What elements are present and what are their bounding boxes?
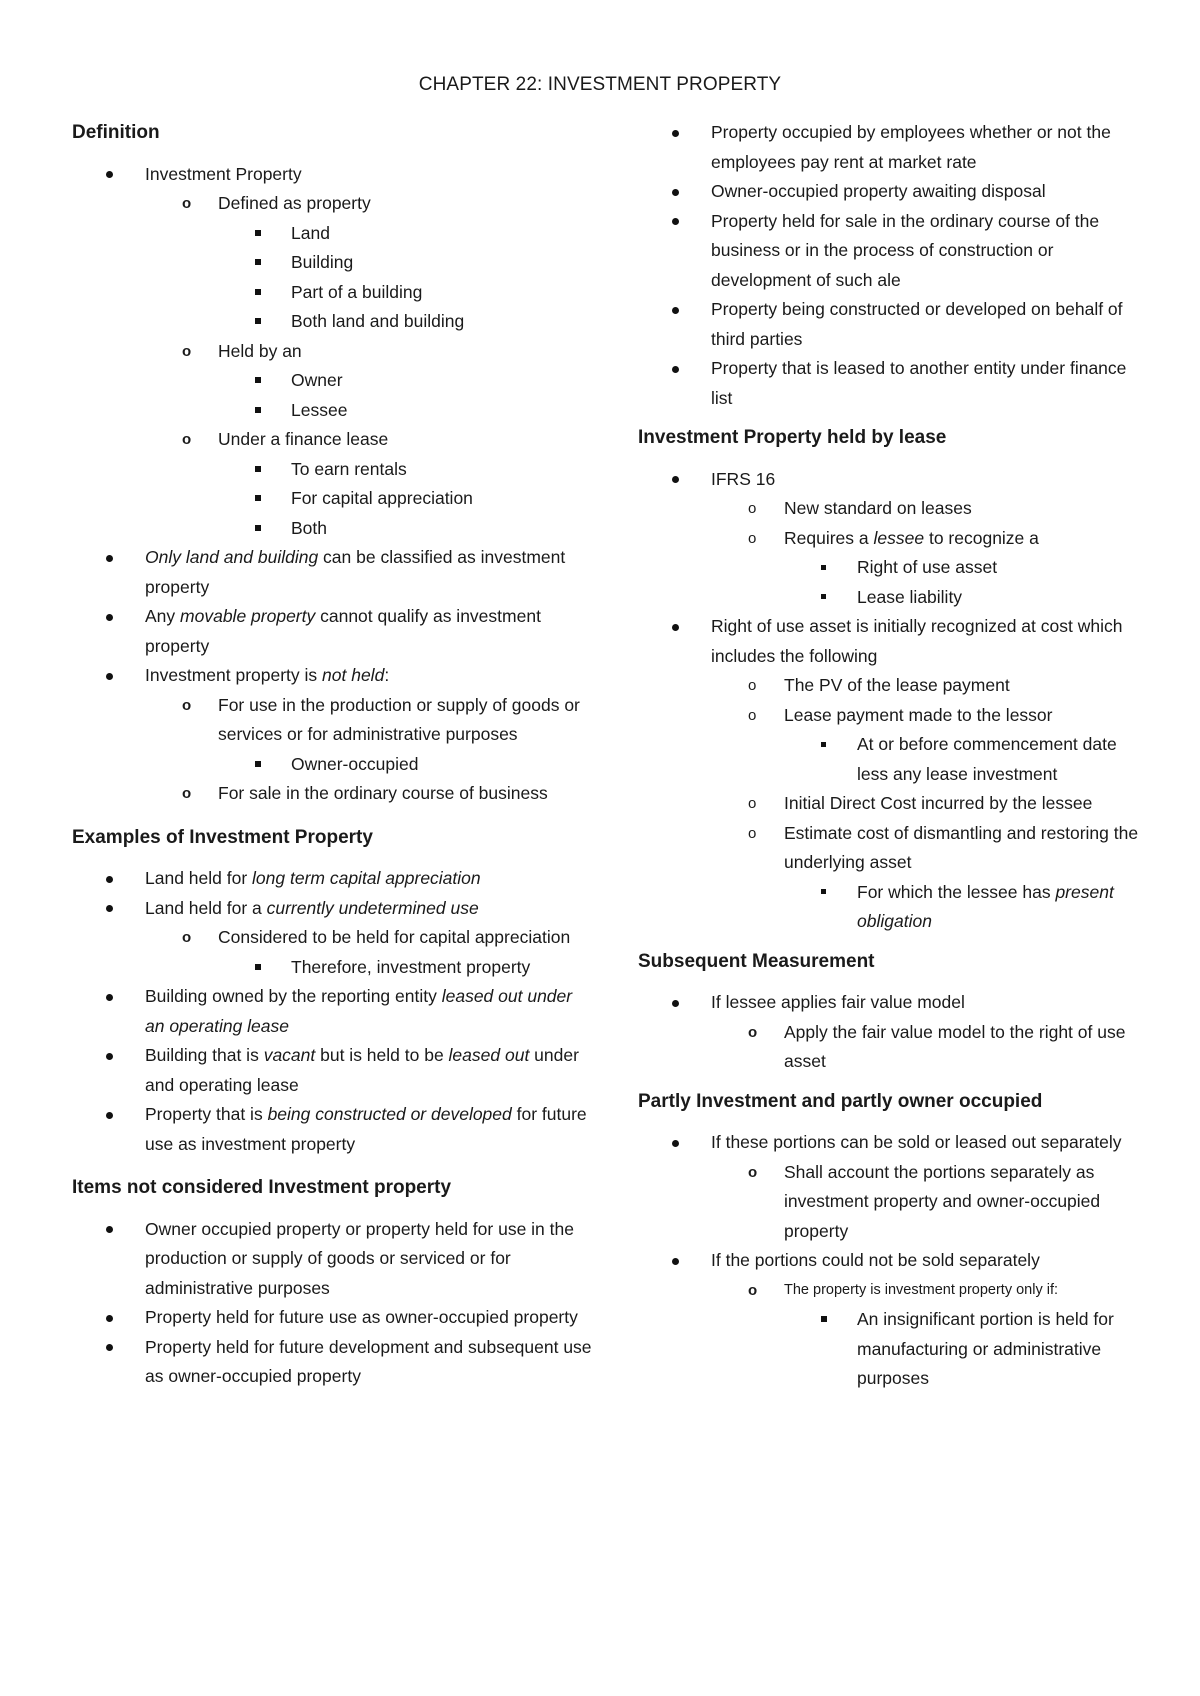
square-bullet-icon — [255, 278, 261, 308]
list-item: Any movable property cannot qualify as investment property — [72, 602, 592, 661]
list-item: Investment property is not held: — [72, 661, 592, 691]
circle-bullet-icon — [748, 494, 756, 524]
list-item: Property that is being constructed or developed for future use as investment property — [72, 1100, 592, 1159]
circle-bullet-icon — [748, 1018, 757, 1048]
heading-held-by-lease: Investment Property held by lease — [638, 427, 947, 448]
square-bullet-icon — [255, 219, 261, 249]
bullet-icon — [672, 207, 679, 237]
square-bullet-icon — [821, 583, 826, 613]
circle-bullet-icon — [748, 789, 756, 819]
list-item: o The property is investment property only if: — [638, 1276, 1148, 1306]
circle-bullet-icon — [748, 1276, 757, 1306]
square-bullet-icon — [255, 307, 261, 337]
list-item: Lessee — [72, 396, 592, 426]
list-item: Land — [72, 219, 592, 249]
bullet-icon — [106, 894, 113, 924]
circle-bullet-icon — [182, 923, 191, 953]
list-item: Property occupied by employees whether or not the employees pay rent at market rate — [638, 118, 1148, 177]
bullet-icon — [106, 1303, 113, 1333]
square-bullet-icon — [255, 750, 261, 780]
bullet-icon — [672, 118, 679, 148]
subsequent-list — [638, 988, 1148, 1077]
list-item: o Initial Direct Cost incurred by the lessee — [638, 789, 1148, 819]
partly-list — [638, 1128, 1148, 1394]
list-item: Land held for a currently undetermined use — [72, 894, 592, 924]
list-item: Investment Property — [72, 160, 592, 190]
bullet-icon — [106, 160, 113, 190]
list-item: o Lease payment made to the lessor — [638, 701, 1148, 731]
bullet-icon — [672, 465, 679, 495]
list-item: o Requires a lessee to recognize a — [638, 524, 1148, 554]
list-item: If these portions can be sold or leased out separately — [638, 1128, 1148, 1158]
list-item: Both land and building — [72, 307, 592, 337]
bullet-icon — [106, 661, 113, 691]
list-item: o For use in the production or supply of goods or services or for administrative purposes — [72, 691, 592, 750]
list-item: If the portions could not be sold separately — [638, 1246, 1148, 1276]
page-title: CHAPTER 22: INVESTMENT PROPERTY — [418, 74, 782, 95]
list-item: Owner — [72, 366, 592, 396]
list-item: Building — [72, 248, 592, 278]
bullet-icon — [106, 1333, 113, 1363]
list-item: Owner-occupied property awaiting disposal — [638, 177, 1148, 207]
list-item: o Apply the fair value model to the right of use asset — [638, 1018, 1148, 1077]
circle-bullet-icon — [748, 819, 756, 849]
heading-not-considered: Items not considered Investment property — [72, 1177, 452, 1198]
list-item: o Considered to be held for capital appreciation — [72, 923, 592, 953]
list-item: o The PV of the lease payment — [638, 671, 1148, 701]
bullet-icon — [106, 864, 113, 894]
list-item: o New standard on leases — [638, 494, 1148, 524]
list-item: An insignificant portion is held for manufacturing or administrative purposes — [638, 1305, 1148, 1394]
bullet-icon — [106, 543, 113, 573]
list-item: IFRS 16 — [638, 465, 1148, 495]
not-considered-list — [72, 1215, 592, 1392]
square-bullet-icon — [821, 878, 826, 908]
heading-partly-investment: Partly Investment and partly owner occupied — [638, 1090, 1043, 1112]
list-item: Property held for future use as owner-occupied property — [72, 1303, 592, 1333]
list-item: If lessee applies fair value model — [638, 988, 1148, 1018]
list-item: Property held for future development and subsequent use as owner-occupied property — [72, 1333, 592, 1392]
bullet-icon — [672, 177, 679, 207]
right-column — [638, 118, 1148, 1394]
heading-subsequent-measurement: Subsequent Measurement — [638, 950, 875, 972]
list-item: For capital appreciation — [72, 484, 592, 514]
list-item: Property held for sale in the ordinary course of the business or in the process of construction or development of such ale — [638, 207, 1148, 296]
bullet-icon — [672, 295, 679, 325]
held-by-lease-list — [638, 465, 1148, 937]
list-item: At or before commencement date less any lease investment — [638, 730, 1148, 789]
list-item: Property that is leased to another entity under finance list — [638, 354, 1148, 413]
square-bullet-icon — [821, 730, 826, 760]
list-item: o Defined as property — [72, 189, 592, 219]
circle-bullet-icon — [182, 337, 191, 367]
list-item: Property being constructed or developed on behalf of third parties — [638, 295, 1148, 354]
list-item: o Estimate cost of dismantling and restoring the underlying asset — [638, 819, 1148, 878]
square-bullet-icon — [255, 953, 261, 983]
list-item: Therefore, investment property — [72, 953, 592, 983]
definition-list — [72, 160, 592, 809]
bullet-icon — [672, 1128, 679, 1158]
list-item: Owner occupied property or property held for use in the production or supply of goods or serviced or for administrative purposes — [72, 1215, 592, 1304]
examples-list — [72, 864, 592, 1159]
list-item: Part of a building — [72, 278, 592, 308]
bullet-icon — [672, 1246, 679, 1276]
square-bullet-icon — [255, 514, 261, 544]
list-item: For which the lessee has present obligation — [638, 878, 1148, 937]
list-item: Lease liability — [638, 583, 1148, 613]
circle-bullet-icon — [182, 189, 191, 219]
list-item: Only land and building can be classified as investment property — [72, 543, 592, 602]
list-item: Building owned by the reporting entity leased out under an operating lease — [72, 982, 592, 1041]
list-item: o Shall account the portions separately as investment property and owner-occupied property — [638, 1158, 1148, 1247]
circle-bullet-icon — [182, 691, 191, 721]
square-bullet-icon — [255, 396, 261, 426]
left-column — [72, 118, 592, 1392]
list-item: o Held by an — [72, 337, 592, 367]
list-item: Both — [72, 514, 592, 544]
bullet-icon — [106, 602, 113, 632]
square-bullet-icon — [255, 455, 261, 485]
square-bullet-icon — [821, 1305, 827, 1335]
square-bullet-icon — [255, 484, 261, 514]
square-bullet-icon — [821, 553, 826, 583]
list-item: Land held for long term capital appreciation — [72, 864, 592, 894]
bullet-icon — [672, 988, 679, 1018]
list-item: Right of use asset is initially recognized at cost which includes the following — [638, 612, 1148, 671]
circle-bullet-icon — [748, 1158, 757, 1188]
square-bullet-icon — [255, 366, 261, 396]
circle-bullet-icon — [182, 425, 191, 455]
bullet-icon — [672, 354, 679, 384]
heading-examples: Examples of Investment Property — [72, 826, 373, 848]
bullet-icon — [106, 982, 113, 1012]
circle-bullet-icon — [748, 671, 756, 701]
heading-definition: Definition — [72, 122, 160, 143]
list-item: o For sale in the ordinary course of business — [72, 779, 592, 809]
circle-bullet-icon — [748, 701, 756, 731]
list-item: o Under a finance lease — [72, 425, 592, 455]
square-bullet-icon — [255, 248, 261, 278]
list-item: Right of use asset — [638, 553, 1148, 583]
circle-bullet-icon — [182, 779, 191, 809]
bullet-icon — [106, 1041, 113, 1071]
circle-bullet-icon — [748, 524, 756, 554]
not-considered-continued-list — [638, 118, 1148, 413]
bullet-icon — [106, 1215, 113, 1245]
list-item: To earn rentals — [72, 455, 592, 485]
list-item: Owner-occupied — [72, 750, 592, 780]
bullet-icon — [672, 612, 679, 642]
bullet-icon — [106, 1100, 113, 1130]
list-item: Building that is vacant but is held to be leased out under and operating lease — [72, 1041, 592, 1100]
